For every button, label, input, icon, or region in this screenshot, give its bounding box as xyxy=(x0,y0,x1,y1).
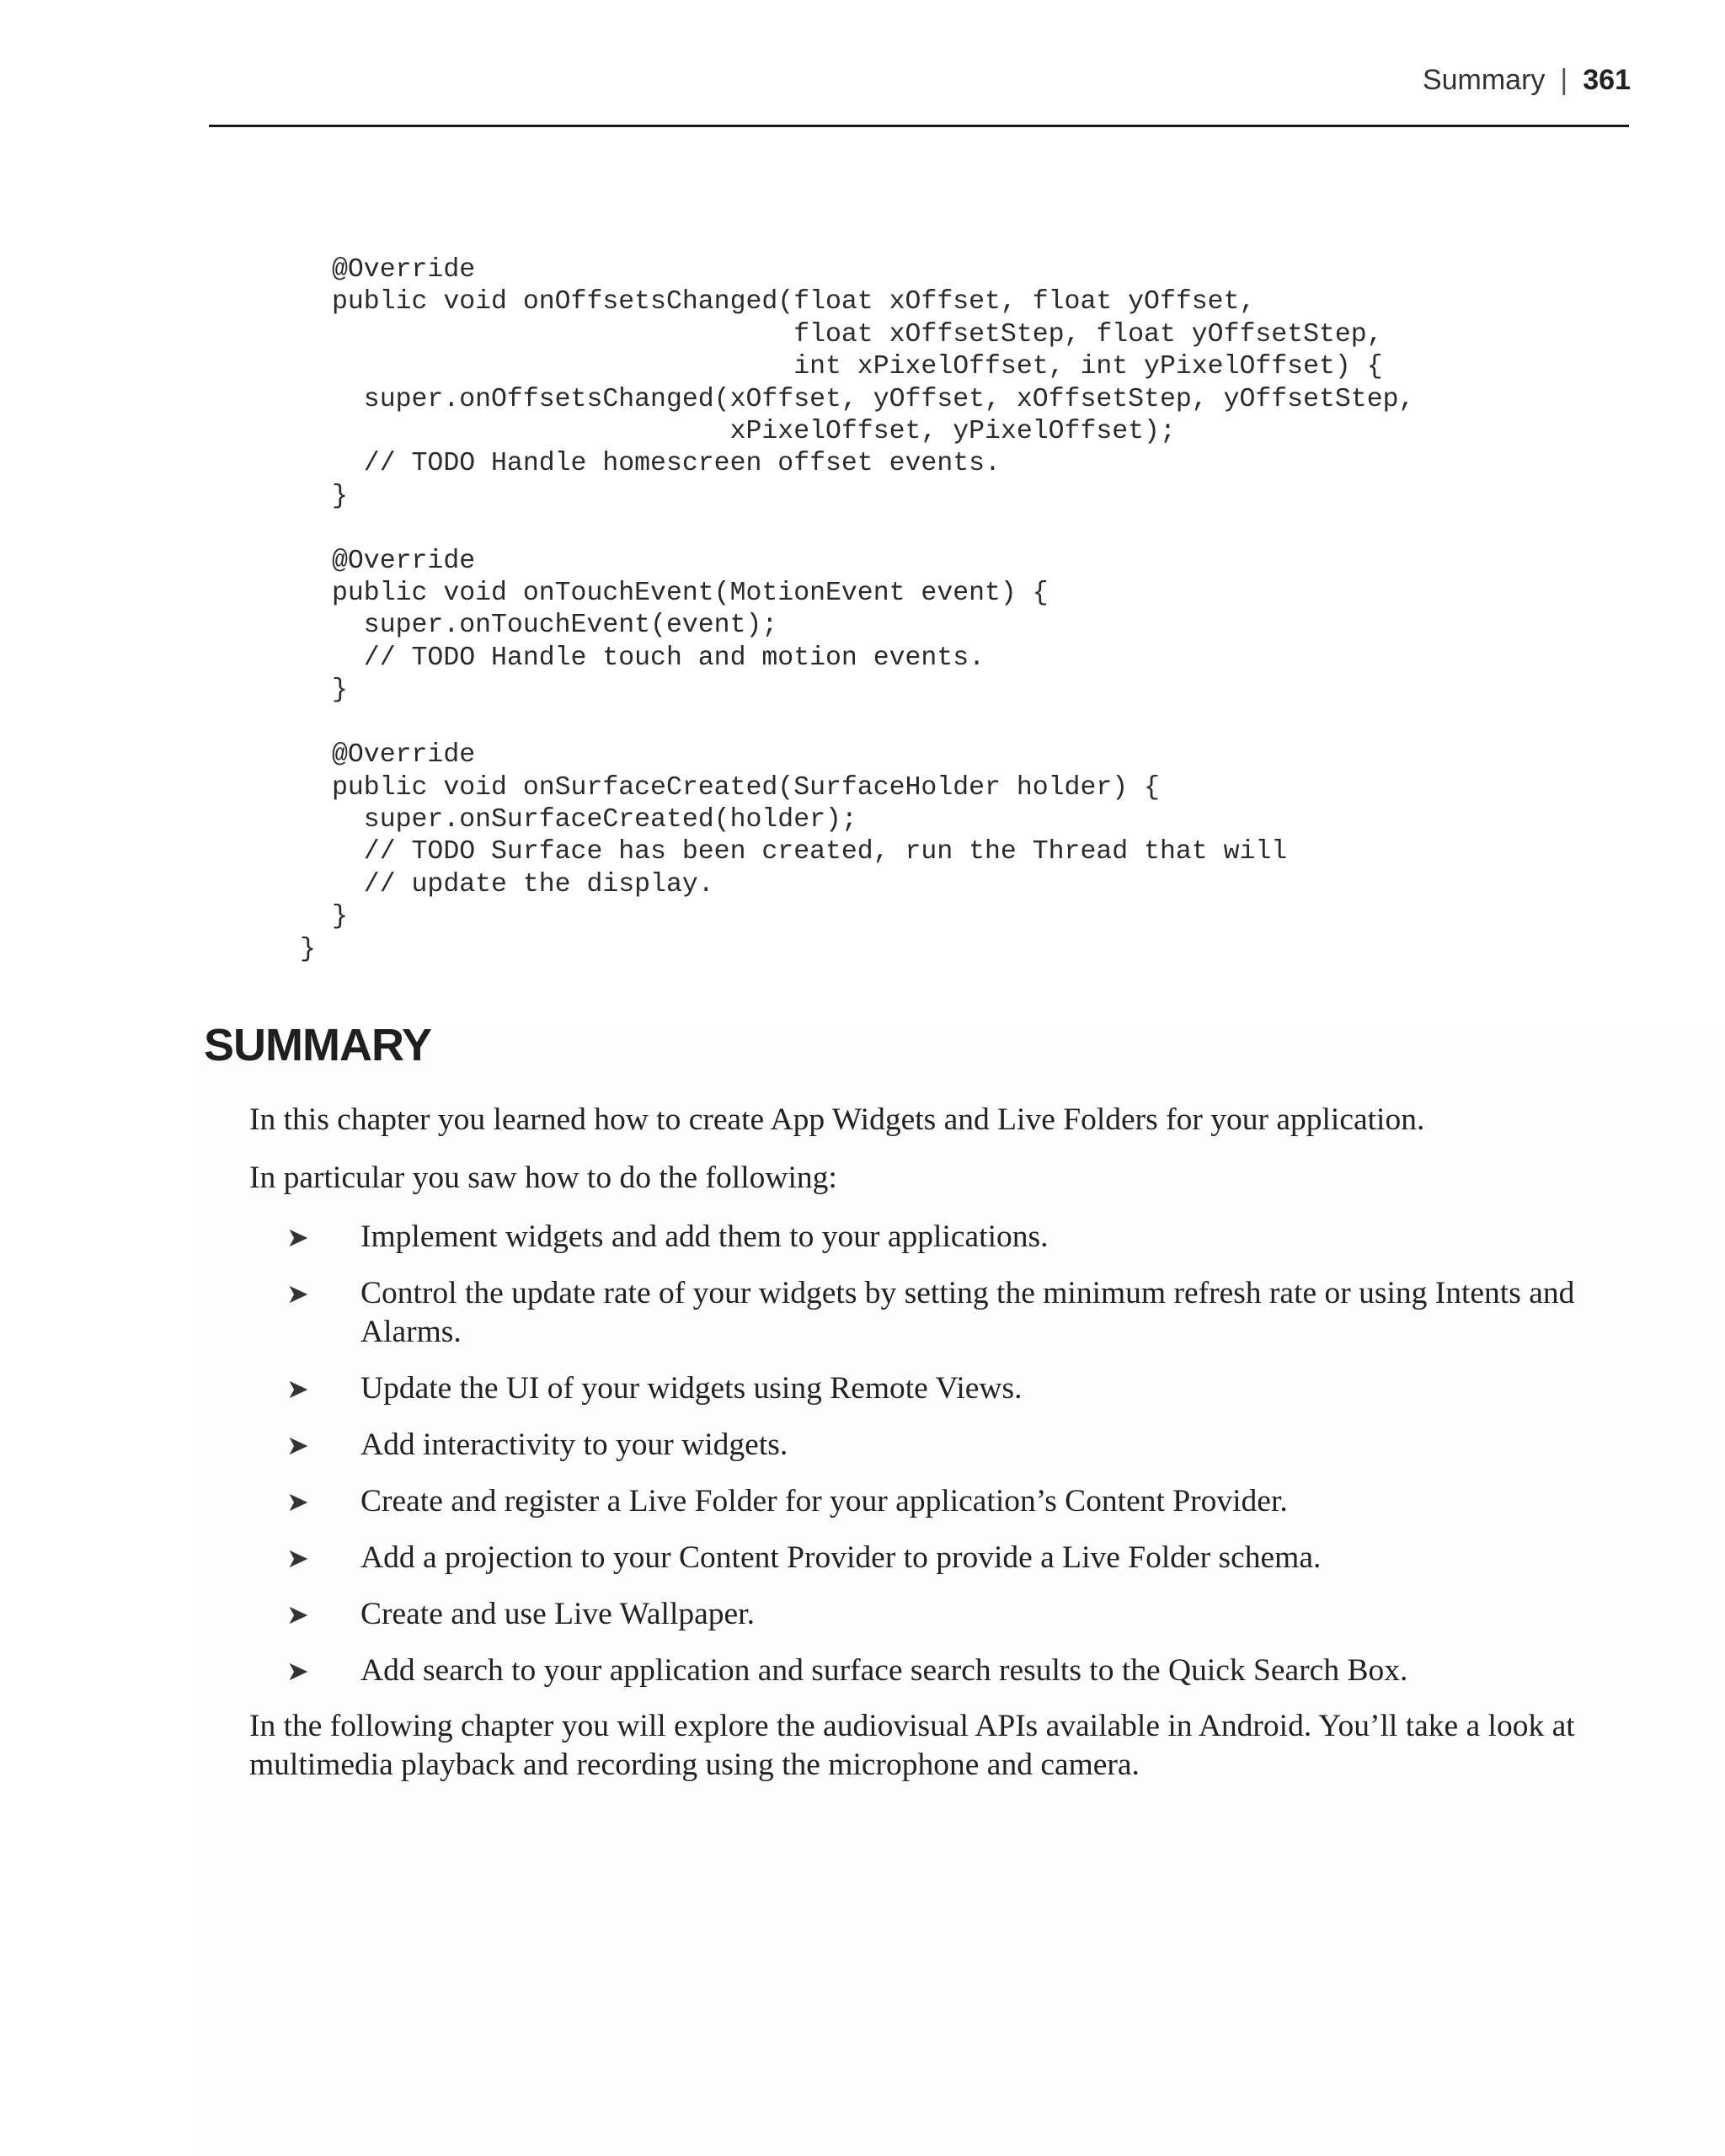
code-line: public void onOffsetsChanged(float xOffset, float yOffset, xyxy=(332,287,1256,318)
bullet-arrow-icon: ➤ xyxy=(286,1598,309,1630)
header-section-title: Summary xyxy=(1422,64,1546,96)
list-item xyxy=(286,1595,1600,1634)
list-item xyxy=(286,1274,1600,1352)
code-line: @Override xyxy=(332,255,476,285)
section-heading: SUMMARY xyxy=(204,1020,431,1070)
code-line: float xOffsetStep, float yOffsetStep, xyxy=(332,319,1383,350)
code-line: int xPixelOffset, int yPixelOffset) { xyxy=(332,352,1383,382)
code-line: } xyxy=(332,902,348,932)
code-line: super.onSurfaceCreated(holder); xyxy=(332,804,857,835)
code-line: @Override xyxy=(332,546,476,576)
list-item-text: Create and use Live Wallpaper. xyxy=(360,1597,755,1631)
list-item xyxy=(286,1426,1600,1465)
code-line: super.onOffsetsChanged(xOffset, yOffset, xOffsetStep, yOffsetStep, xyxy=(332,384,1415,414)
list-item-text: Create and register a Live Folder for your application’s Content Provider. xyxy=(360,1484,1288,1518)
header-separator: | xyxy=(1560,64,1568,96)
list-item xyxy=(286,1369,1600,1408)
bullet-arrow-icon: ➤ xyxy=(286,1429,309,1461)
summary-bullet-list xyxy=(286,1218,1600,1708)
list-item-text: Add a projection to your Content Provider to provide a Live Folder schema. xyxy=(360,1540,1322,1575)
list-item xyxy=(286,1539,1600,1577)
bullet-arrow-icon: ➤ xyxy=(286,1221,309,1253)
list-item-text: Update the UI of your widgets using Remote Views. xyxy=(360,1371,1023,1406)
code-line: // TODO Handle homescreen offset events. xyxy=(332,449,1001,479)
code-line: super.onTouchEvent(event); xyxy=(332,611,778,641)
list-item xyxy=(286,1482,1600,1521)
bullet-arrow-icon: ➤ xyxy=(286,1373,309,1405)
code-line: public void onSurfaceCreated(SurfaceHolder holder) { xyxy=(332,772,1160,803)
lead-in-paragraph: In particular you saw how to do the following: xyxy=(249,1161,837,1195)
list-item-text: Add interactivity to your widgets. xyxy=(360,1428,788,1462)
list-item-text: Implement widgets and add them to your applications. xyxy=(360,1219,1049,1254)
code-line: // update the display. xyxy=(332,869,714,899)
page-number: 361 xyxy=(1583,64,1631,96)
code-listing xyxy=(300,254,1415,966)
code-closing-brace: } xyxy=(300,934,316,964)
intro-paragraph: In this chapter you learned how to create App Widgets and Live Folders for your application. xyxy=(249,1102,1425,1137)
list-item xyxy=(286,1218,1600,1257)
code-line: } xyxy=(332,675,348,706)
bullet-arrow-icon: ➤ xyxy=(286,1655,309,1687)
code-line: // TODO Surface has been created, run the Thread that will xyxy=(332,837,1288,867)
code-line: } xyxy=(332,481,348,511)
code-line: // TODO Handle touch and motion events. xyxy=(332,643,985,673)
header-rule xyxy=(209,125,1629,127)
list-item xyxy=(286,1652,1600,1690)
running-header xyxy=(1423,64,1631,97)
list-item-text: Control the update rate of your widgets by setting the minimum refresh rate or using Intents and Alarms. xyxy=(360,1276,1575,1349)
bullet-arrow-icon: ➤ xyxy=(286,1486,309,1518)
bullet-arrow-icon: ➤ xyxy=(286,1542,309,1574)
closing-paragraph: In the following chapter you will explore the audiovisual APIs available in Android. You’ll take a look at multimedia playback and recording using the microphone and camera. xyxy=(249,1709,1575,1782)
code-line: public void onTouchEvent(MotionEvent event) { xyxy=(332,579,1049,609)
bullet-arrow-icon: ➤ xyxy=(286,1278,309,1310)
code-line: xPixelOffset, yPixelOffset); xyxy=(332,417,1176,447)
list-item-text: Add search to your application and surface search results to the Quick Search Box. xyxy=(360,1653,1408,1688)
code-line: @Override xyxy=(332,740,476,771)
